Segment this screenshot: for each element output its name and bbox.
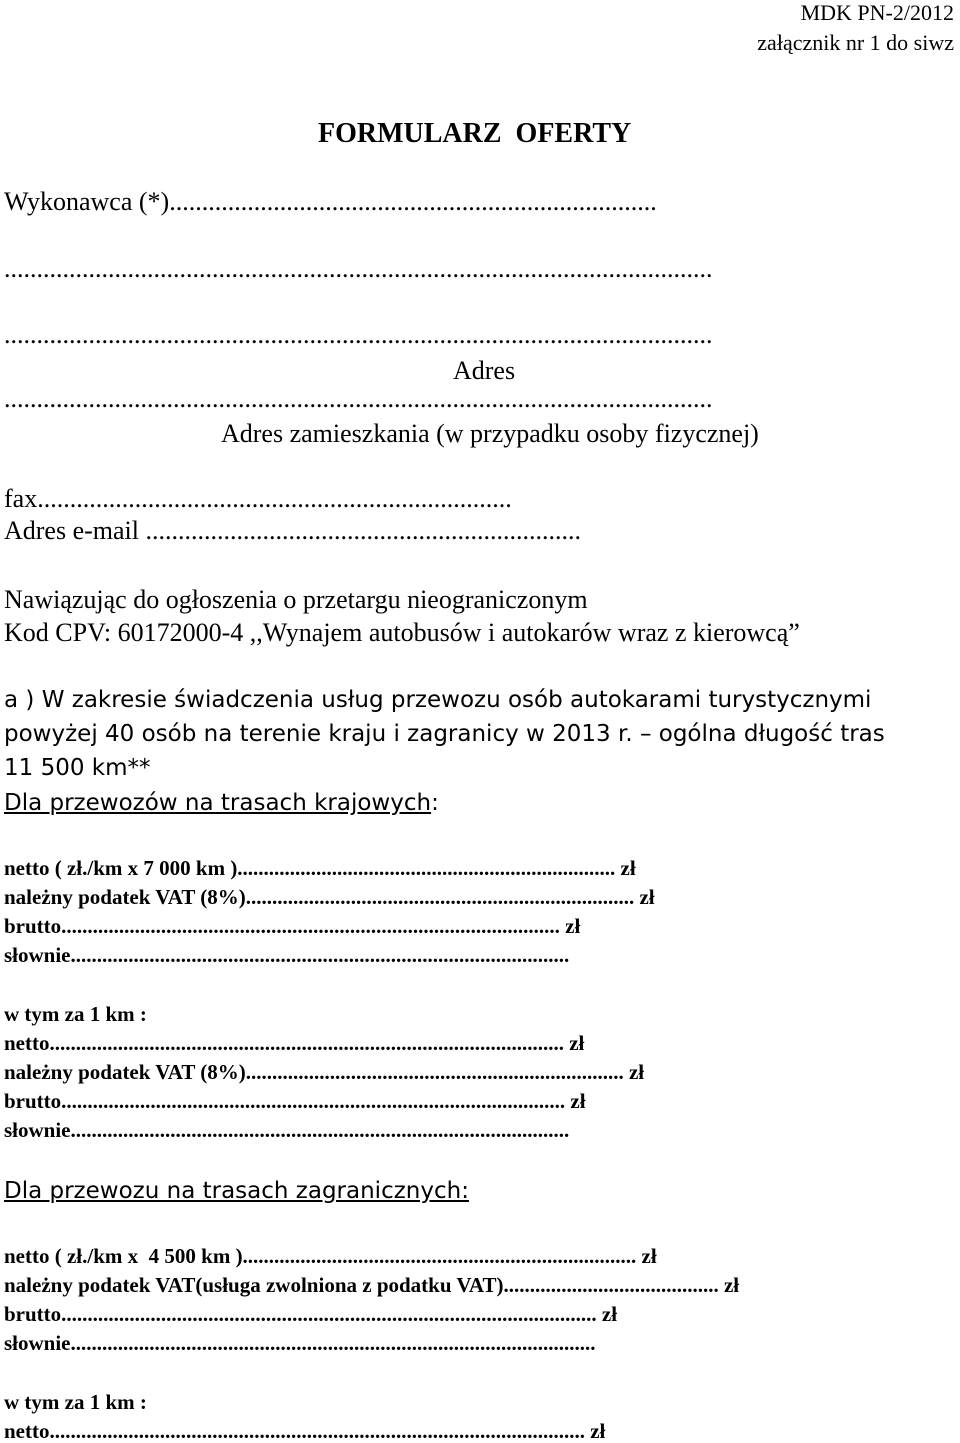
domestic-vat-line: należny podatek VAT (8%).......................................................................... zł xyxy=(4,885,655,909)
cpv-line: Kod CPV: 60172000-4 ,,Wynajem autobusów i autokarów wraz z kierowcą” xyxy=(4,618,800,647)
contractor-line: ............................................................................................................. xyxy=(4,320,713,349)
domestic-gross-line: brutto............................................................................................... zł xyxy=(4,914,581,938)
page-title: FORMULARZ OFERTY xyxy=(318,118,632,149)
domestic-km-vat-line: należny podatek VAT (8%)........................................................................ zł xyxy=(4,1060,645,1084)
international-words-line: słownie.................................................................................................... xyxy=(4,1331,596,1355)
contractor-line: ............................................................................................................. xyxy=(4,384,713,413)
domestic-words-line: słownie............................................................................................... xyxy=(4,943,570,967)
domestic-km-net-line: netto.................................................................................................. zł xyxy=(4,1031,585,1055)
international-km-net-line: netto...................................................................................................... zł xyxy=(4,1419,606,1443)
international-gross-line: brutto...................................................................................................... zł xyxy=(4,1302,618,1326)
address-caption: Adres xyxy=(453,356,516,385)
email-line: Adres e-mail ................................................................... xyxy=(4,516,582,545)
intro-line: Nawiązując do ogłoszenia o przetargu nieograniczonym xyxy=(4,585,588,614)
domestic-heading-text: Dla przewozów na trasach krajowych xyxy=(4,790,432,816)
scope-line: powyżej 40 osób na terenie kraju i zagranicy w 2013 r. – ogólna długość tras xyxy=(4,721,885,747)
domestic-heading-colon: : xyxy=(431,790,439,816)
domestic-heading xyxy=(4,792,439,815)
attachment-label: załącznik nr 1 do siwz xyxy=(757,30,954,55)
domestic-km-words-line: słownie............................................................................................... xyxy=(4,1118,570,1142)
residence-caption: Adres zamieszkania (w przypadku osoby fizycznej) xyxy=(221,419,759,448)
contractor-line: Wykonawca (*)........................................................................... xyxy=(4,187,657,216)
international-heading: Dla przewozu na trasach zagranicznych: xyxy=(4,1178,469,1204)
scope-line: a ) W zakresie świadczenia usług przewozu osób autokarami turystycznymi xyxy=(4,687,872,713)
domestic-net-line: netto ( zł./km x 7 000 km )........................................................................ zł xyxy=(4,856,636,880)
international-vat-line: należny podatek VAT(usługa zwolniona z podatku VAT)......................................... zł xyxy=(4,1273,740,1297)
scope-line: 11 500 km** xyxy=(4,755,151,781)
domestic-per-km-label: w tym za 1 km : xyxy=(4,1002,147,1026)
fax-line: fax......................................................................... xyxy=(4,484,512,513)
domestic-km-gross-line: brutto................................................................................................ zł xyxy=(4,1089,586,1113)
contractor-line: ............................................................................................................. xyxy=(4,254,713,283)
international-net-line: netto ( zł./km x 4 500 km )........................................................................... zł xyxy=(4,1244,657,1268)
international-per-km-label: w tym za 1 km : xyxy=(4,1390,147,1414)
document-reference: MDK PN-2/2012 xyxy=(800,0,954,25)
